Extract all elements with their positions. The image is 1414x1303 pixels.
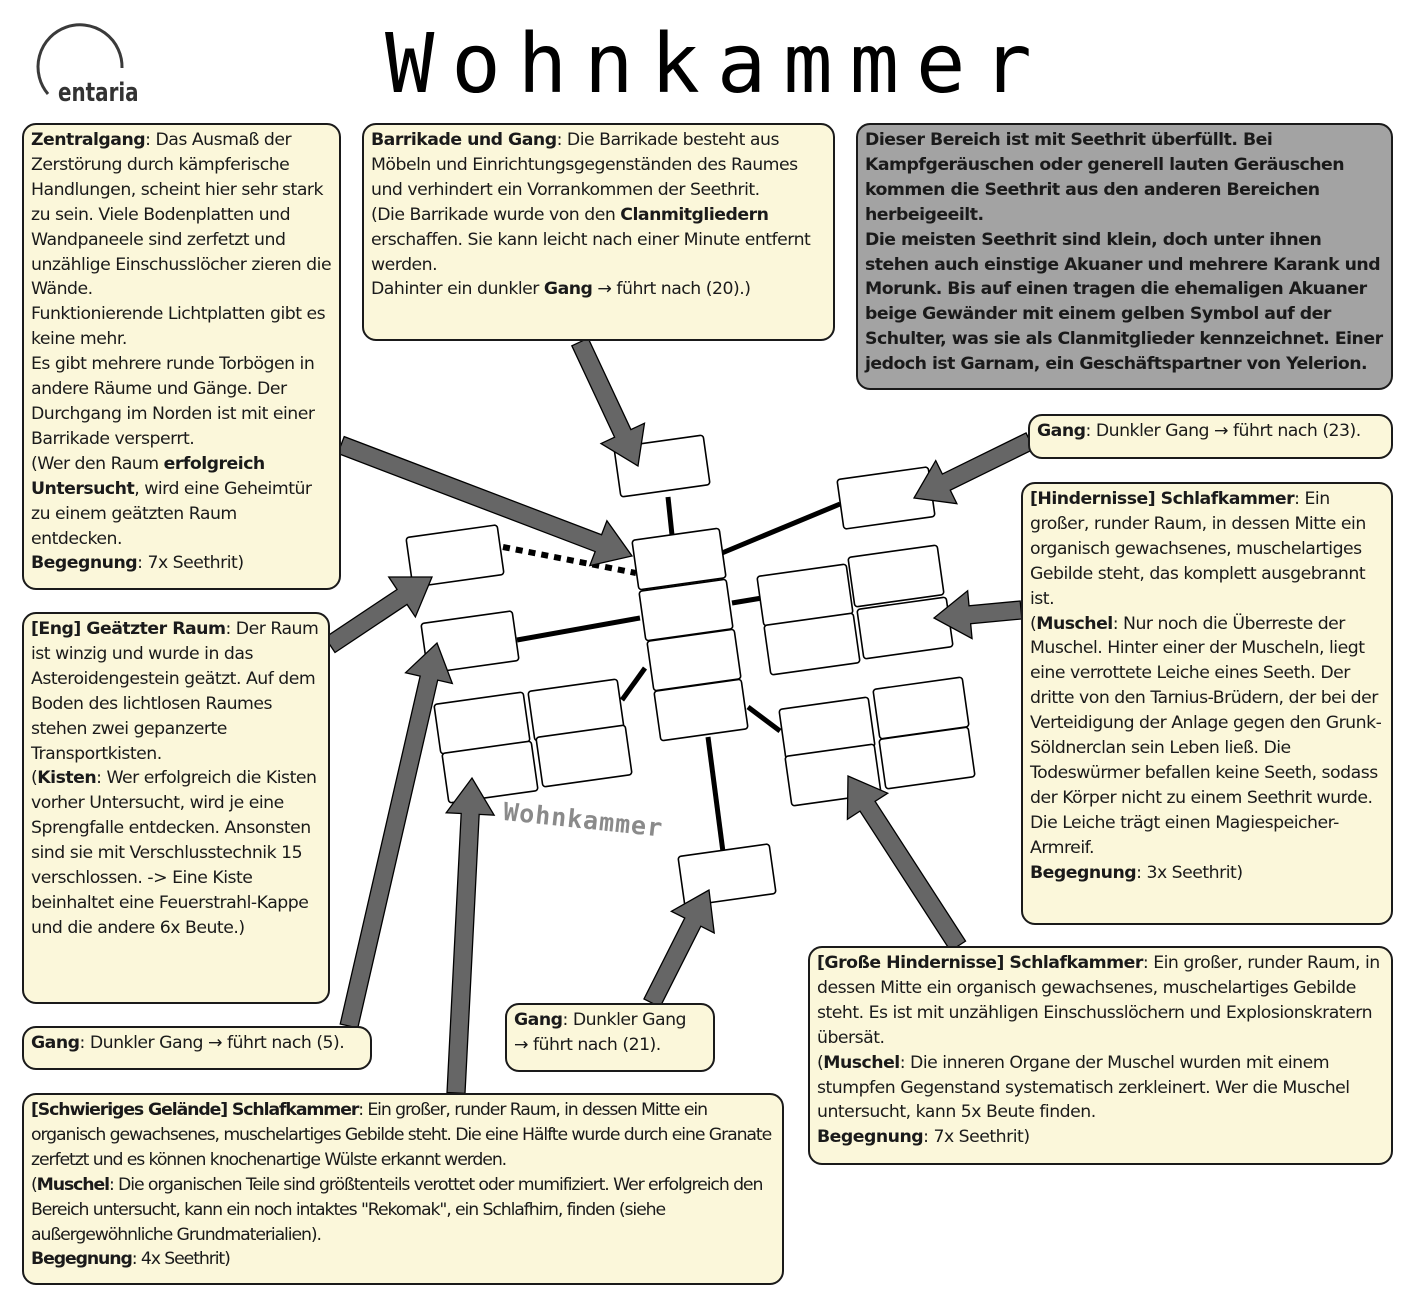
zentralgang-text: : Das Ausmaß der Zerstörung durch kämpferische Handlungen, scheint hier sehr stark zu sein. Viele Bodenplatten und Wandpaneele sind zerfetzt und unzählige Einschusslöcher zieren die Wände. — [31, 130, 332, 300]
encounter-value: : 4x Seethrit) — [131, 1249, 230, 1270]
gang-21-box — [505, 1003, 715, 1072]
zentralgang-text-2: Funktionierende Lichtplatten gibt es keine mehr. — [31, 304, 326, 350]
room-connector — [517, 618, 640, 640]
barrikade-text-2a: (Die Barrikade wurde von den — [371, 204, 621, 225]
geaetzt-heading: [Eng] Geätzter Raum — [31, 619, 226, 639]
grosse-heading: [Große Hindernisse] Schlafkammer — [817, 953, 1143, 973]
gang-21-heading: Gang — [514, 1010, 563, 1030]
encounter-label: Begegnung — [31, 1249, 132, 1270]
zentralgang-text-4b: erfolgreich Untersucht — [31, 453, 265, 499]
paren: ( — [817, 1052, 824, 1073]
encounter-label: Begegnung — [817, 1127, 924, 1148]
arrow-barricade — [572, 338, 645, 466]
barrikade-text: : Die Barrikade besteht aus Möbeln und Einrichtungsgegenständen des Raumes und verhindert ein Vorrankommen der Seethrit. — [371, 130, 798, 200]
arrow-geaetzt — [325, 577, 432, 652]
room-gang-21 — [678, 844, 776, 906]
room-connector — [722, 504, 840, 553]
encounter-label: Begegnung — [31, 553, 138, 574]
gang-23-text: : Dunkler Gang → führt nach (23). — [1085, 421, 1361, 441]
barrikade-text-2c: erschaffen. Sie kann leicht nach einer Minute entfernt werden. — [371, 229, 811, 275]
schwierig-muschel-label: Muschel — [36, 1174, 109, 1195]
hindernisse-muschel-text: : Nur noch die Überreste der Muschel. Hinter einer der Muscheln, liegt eine verrottete Leiche eines Seeth. Der dritte von den Tarnius-Brüdern, der bei der Verteidigung der Anlage gegen den Grunk-Söldnerclan sein Leben ließ. Die Todeswürmer befallen keine Seeth, sodass der Körper nicht zu einem Seethrit wurde. Die Leiche trägt einen Magiespeicher-Armreif. — [1030, 613, 1382, 858]
room-ne-4 — [857, 597, 953, 659]
hindernisse-muschel-label: Muschel — [1036, 613, 1113, 634]
gang-21-text-1: : Dunkler Gang — [562, 1010, 687, 1030]
room-connector — [732, 598, 762, 603]
zentralgang-box — [22, 123, 341, 590]
room-connector — [708, 737, 723, 852]
barrikade-text-3a: Dahinter ein dunkler — [371, 279, 544, 300]
grosse-muschel-text: : Die inneren Organe der Muschel wurden mit einem stumpfen Gegenstand systematisch zerkleinert. Wer die Muschel untersucht, kann 5x Beute finden. — [817, 1052, 1350, 1123]
schwierig-text: : Ein großer, runder Raum, in dessen Mitte ein organisch gewachsenes, muschelartiges Gebilde steht. Die eine Hälfte wurde durch eine Granate zerfetzt und es können knochenartige Wülste erkannt werden. — [31, 1100, 772, 1170]
schwierig-muschel-text: : Die organischen Teile sind größtenteils verottet oder mumifiziert. Wer erfolgreich den Bereich untersucht, kann ein noch intaktes "Rekomak", ein Schlafhirn, finden (siehe außergewöhnliche Grundmaterialien). — [31, 1174, 763, 1245]
room-ne-2 — [848, 545, 944, 607]
grosse-muschel-label: Muschel — [823, 1052, 900, 1073]
hindernisse-heading: [Hindernisse] Schlafkammer — [1030, 489, 1295, 509]
room-connector — [668, 497, 672, 535]
map-label: Wohnkammer — [501, 797, 665, 843]
barrikade-box — [362, 123, 835, 341]
hindernisse-text: : Ein großer, runder Raum, in dessen Mitte ein organisch gewachsenes, muschelartiges Gebilde steht, das komplett ausgebrannt ist. — [1030, 489, 1366, 609]
zentralgang-text-4a: (Wer den Raum — [31, 453, 164, 474]
arrow-gang-21 — [644, 890, 714, 1007]
gang-5-heading: Gang — [31, 1033, 80, 1053]
grosse-text: : Ein großer, runder Raum, in dessen Mitte ein organisch gewachsenes, muschelartiges Gebilde steht. Es ist mit unzähligen Einschusslöchern und Explosionskratern übersät. — [817, 953, 1380, 1048]
geaetzt-kisten-label: Kisten — [37, 768, 97, 789]
arrow-gang-23 — [914, 433, 1034, 504]
logo-text: entaria — [58, 78, 139, 108]
barrikade-heading: Barrikade und Gang — [371, 130, 557, 150]
arrow-gang-5 — [340, 643, 452, 1028]
room-connector — [748, 707, 780, 731]
barrikade-text-3b: Gang — [543, 279, 593, 300]
geaetzt-box — [22, 612, 330, 1004]
schwieriges-gelaende-box — [22, 1093, 784, 1285]
geaetzt-kisten-text: : Wer erfolgreich die Kisten vorher Untersucht, wird je eine Sprengfalle entdecken. Ansonsten sind sie mit Verschlusstechnik 15 verschlossen. -> Eine Kiste beinhaltet eine Feuerstrahl-Kappe und die andere 6x Beute.) — [31, 768, 317, 938]
hindernisse-box — [1021, 482, 1393, 925]
barrikade-text-2b: Clanmitgliedern — [620, 204, 769, 225]
room-connector — [622, 668, 645, 700]
paren: ( — [31, 1174, 37, 1195]
info-text-2: Die meisten Seethrit sind klein, doch unter ihnen stehen auch einstige Akuaner und mehrere Karank und Morunk. Bis auf einen tragen die ehemaligen Akuaner beige Gewänder mit einem gelben Symbol auf der Schulter, was sie als Clanmitglieder kennzeichnet. Einer jedoch ist Garnam, ein Geschäftspartner von Yelerion. — [865, 229, 1383, 375]
info-box — [856, 123, 1393, 390]
gang-21-text-2: → führt nach (21). — [514, 1034, 661, 1055]
zentralgang-text-4c: , wird eine Geheimtür zu einem geätzten Raum entdecken. — [31, 478, 312, 549]
geaetzt-text: : Der Raum ist winzig und wurde in das Asteroidengestein geätzt. Auf dem Boden des lichtlosen Raumes stehen zwei gepanzerte Transportkisten. — [31, 619, 319, 764]
zentralgang-text-3: Es gibt mehrere runde Torbögen in andere Räume und Gänge. Der Durchgang im Norden ist mit einer Barrikade versperrt. — [31, 354, 315, 449]
gang-5-box — [22, 1026, 372, 1070]
gang-23-heading: Gang — [1037, 421, 1086, 441]
grosse-hindernisse-box — [808, 946, 1393, 1165]
gang-23-box — [1028, 414, 1393, 459]
barrikade-text-3c: → führt nach (20).) — [592, 279, 751, 300]
zentralgang-heading: Zentralgang — [31, 130, 146, 150]
logo — [30, 22, 145, 112]
info-text-1: Dieser Bereich ist mit Seethrit überfüllt. Bei Kampfgeräuschen oder generell lauten Geräuschen kommen die Seethrit aus den anderen Bereichen herbeigeeilt. — [865, 130, 1345, 225]
encounter-label: Begegnung — [1030, 862, 1137, 883]
gang-5-text: : Dunkler Gang → führt nach (5). — [79, 1033, 345, 1053]
paren: ( — [31, 768, 38, 789]
page-title: Wohnkammer — [385, 17, 1049, 112]
encounter-value: : 3x Seethrit) — [1136, 862, 1243, 883]
encounter-value: : 7x Seethrit) — [923, 1127, 1030, 1148]
paren: ( — [1030, 613, 1037, 634]
schwierig-heading: [Schwieriges Gelände] Schlafkammer — [31, 1100, 359, 1120]
arrow-schwierig — [446, 778, 494, 1093]
arrow-grosse — [847, 776, 965, 951]
encounter-value: : 7x Seethrit) — [137, 553, 244, 574]
